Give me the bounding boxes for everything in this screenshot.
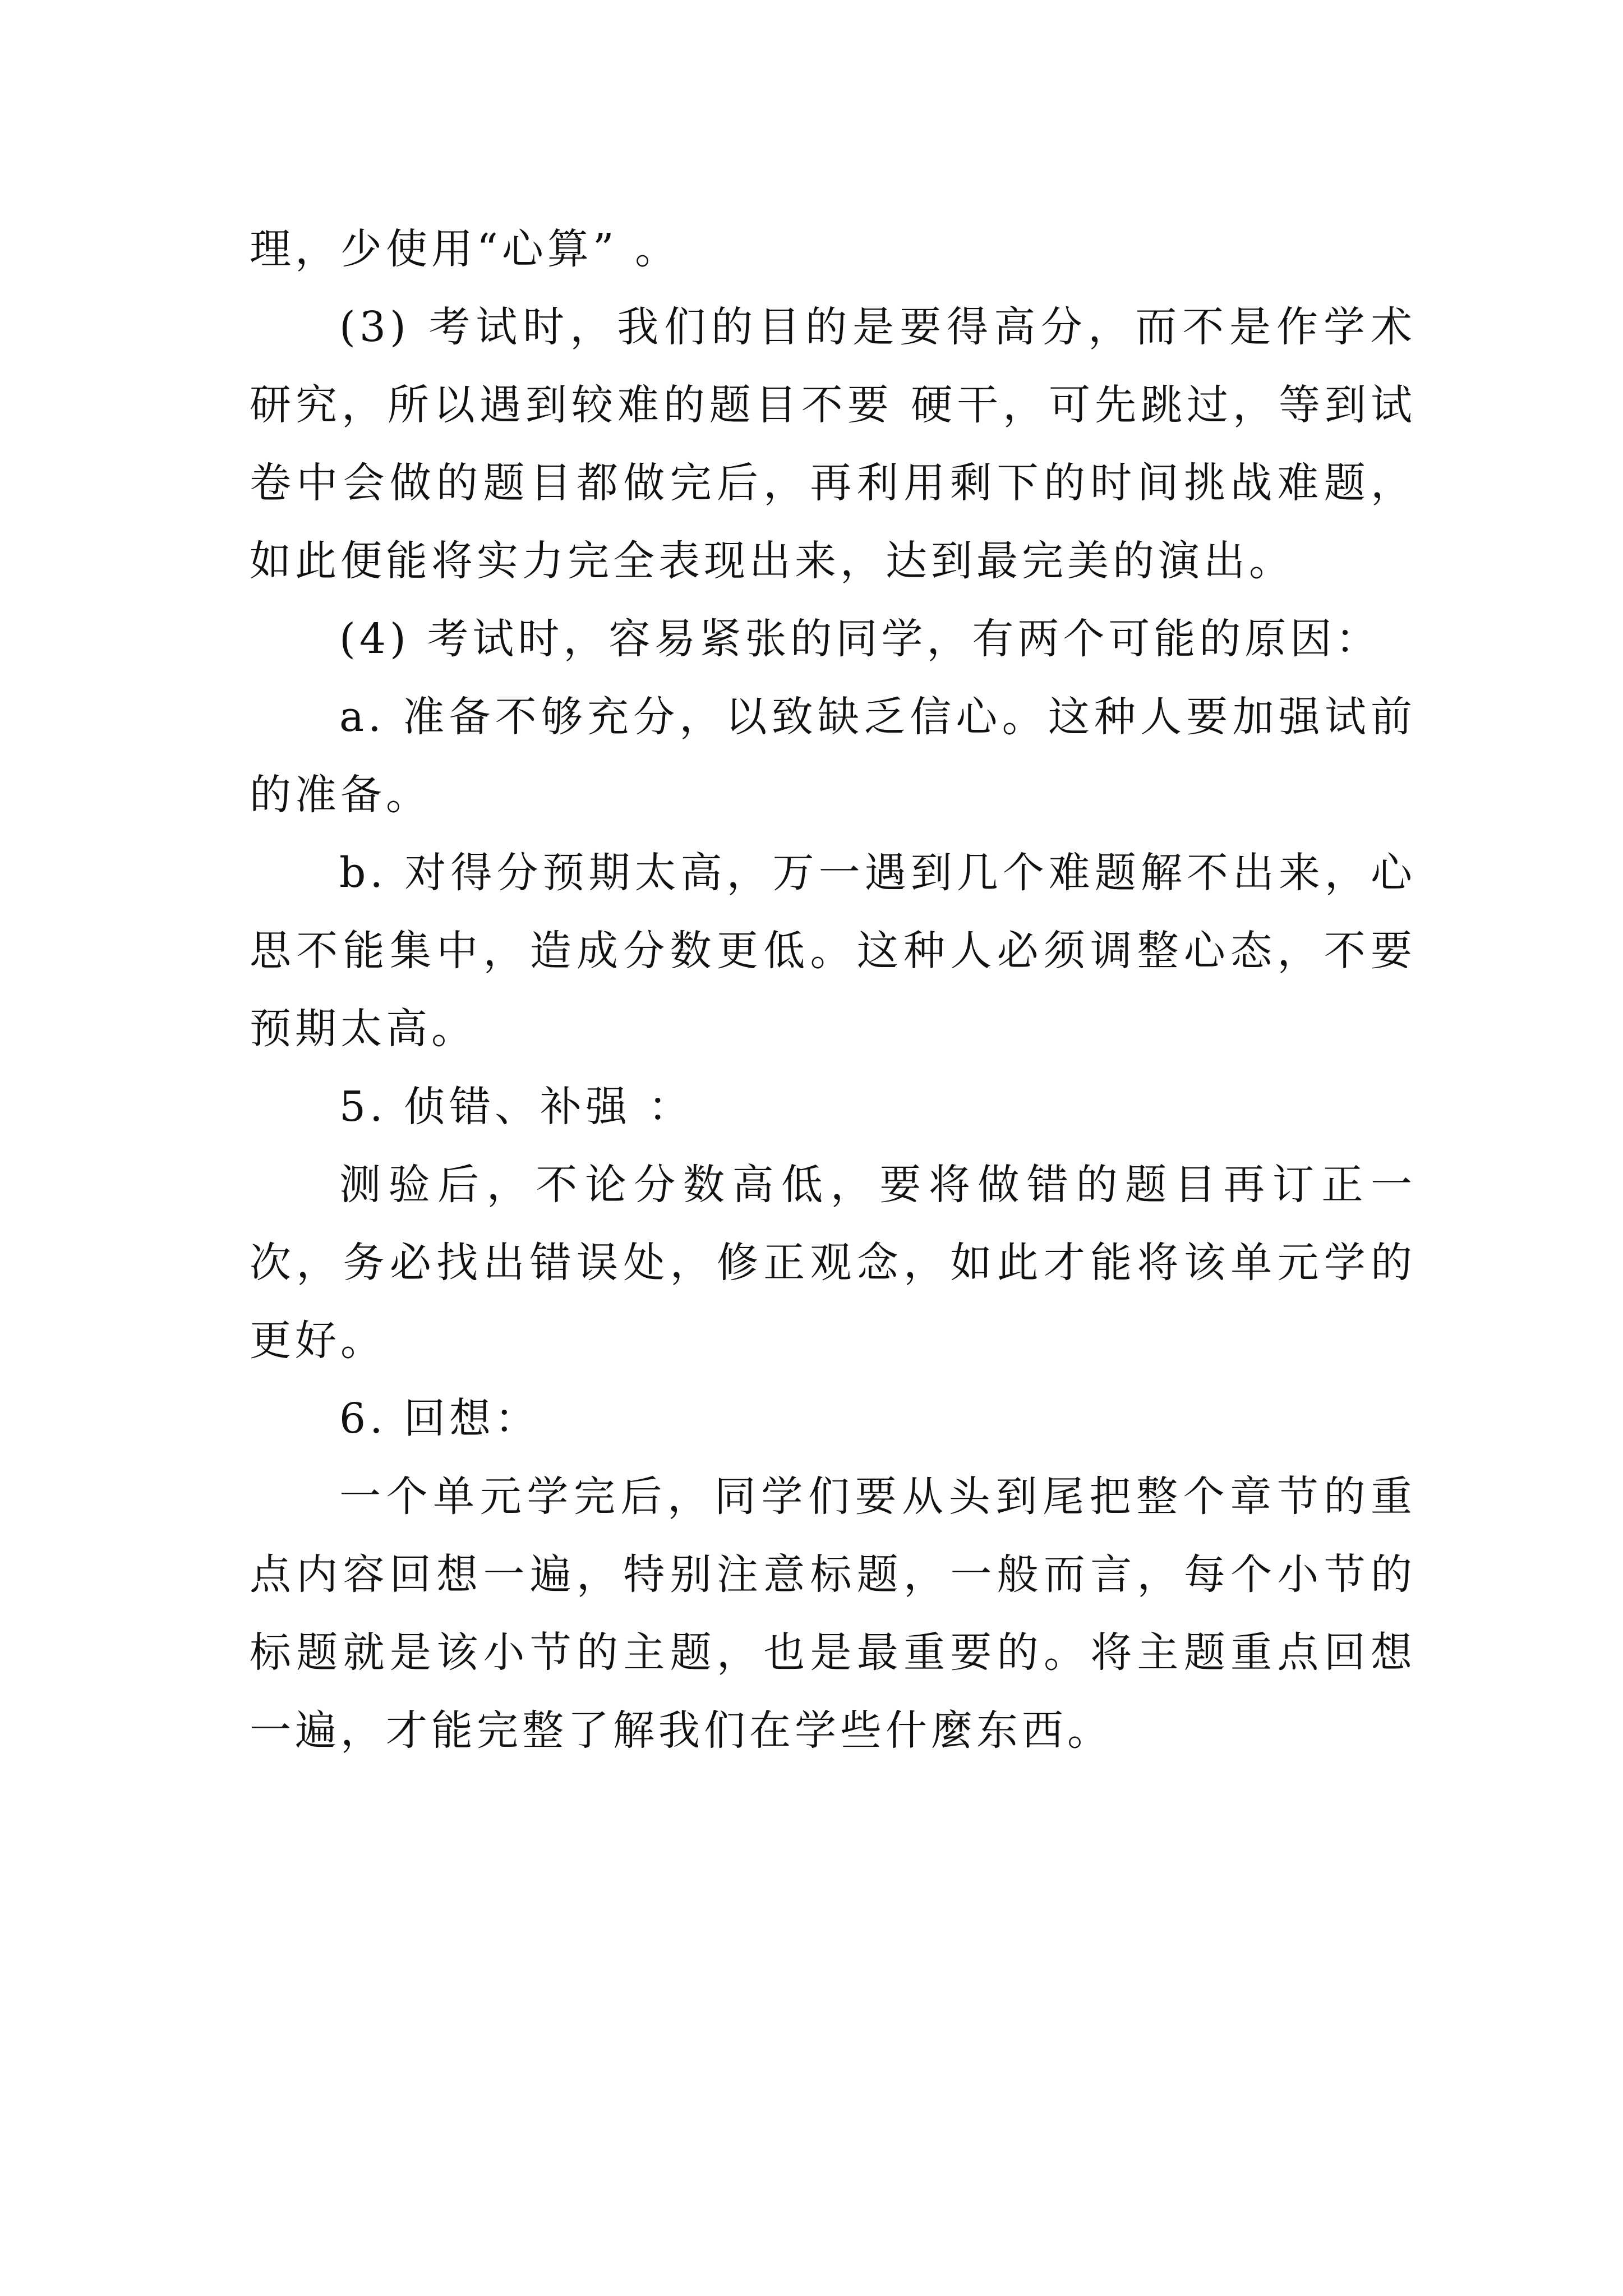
- paragraph-item-3: (3) 考试时，我们的目的是要得高分，而不是作学术研究，所以遇到较难的题目不要 硬干，可先跳过，等到试卷中会做的题目都做完后，再利用剩下的时间挑战难题，如此便能将实力完全表现出来，达到最完美的演出。: [250, 303, 1416, 585]
- section-heading-5: 5. 侦错、补强 ：: [339, 1083, 694, 1131]
- paragraph-item-4b: b. 对得分预期太高，万一遇到几个难题解不出来，心思不能集中，造成分数更低。这种人必须调整心态，不要预期太高。: [250, 849, 1416, 1053]
- paragraph-section-6-body: 一个单元学完后，同学们要从头到尾把整个章节的重点内容回想一遍，特别注意标题，一般而言，每个小节的标题就是该小节的主题，也是最重要的。将主题重点回想一遍，才能完整了解我们在学些什麼东西。: [250, 1473, 1416, 1755]
- paragraph-item-4a: a. 准备不够充分，以致缺乏信心。这种人要加强试前的准备。: [250, 693, 1416, 819]
- paragraph-section-5-body: 测验后，不论分数高低，要将做错的题目再订正一次，务必找出错误处，修正观念，如此才能将该单元学的更好。: [250, 1161, 1416, 1365]
- paragraph-continuation: 理，少使用“心算” 。: [250, 225, 681, 273]
- section-heading-6: 6. 回想：: [339, 1395, 541, 1443]
- paragraph-item-4: (4) 考试时，容易紧张的同学，有两个可能的原因：: [339, 615, 1381, 663]
- body-text: [250, 210, 1416, 1770]
